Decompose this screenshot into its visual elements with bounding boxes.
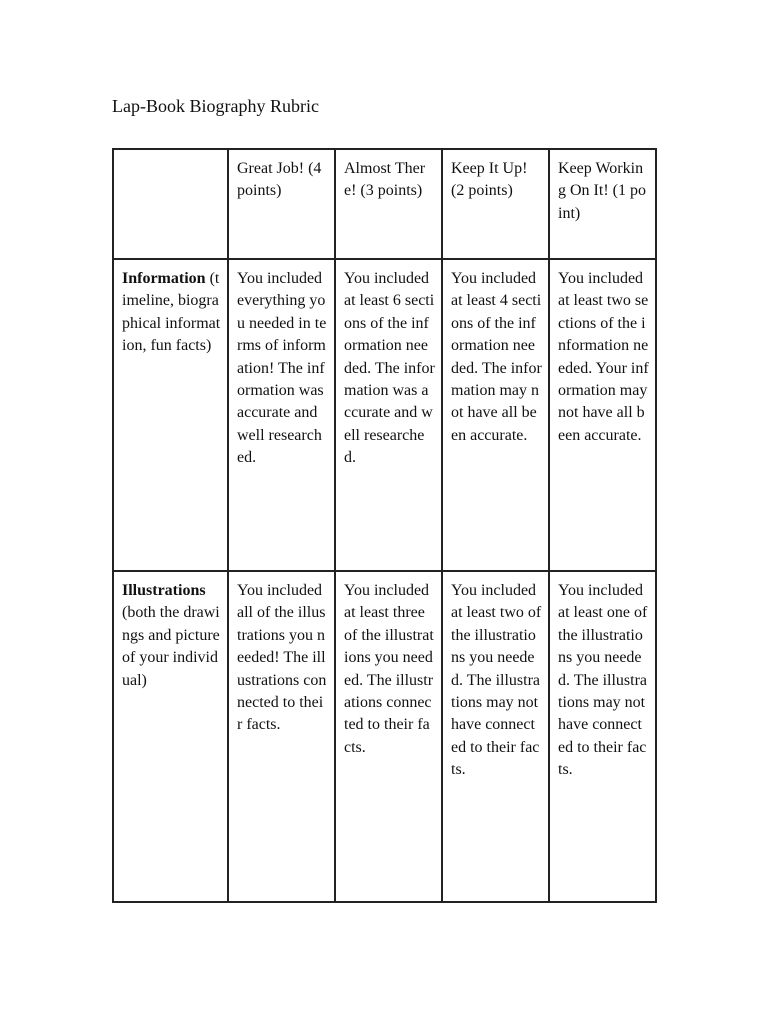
rubric-cell: You included everything you needed in terms of information! The information was accurate and well researched.	[228, 259, 335, 571]
criterion-cell-illustrations	[113, 571, 228, 902]
rubric-cell: You included at least 6 sections of the information needed. The information was accurate and well researched.	[335, 259, 442, 571]
header-cell-great-job: Great Job! (4 points)	[228, 149, 335, 259]
rubric-table	[112, 148, 657, 903]
rubric-cell: You included at least 4 sections of the information needed. The information may not have all been accurate.	[442, 259, 549, 571]
rubric-cell: You included at least three of the illustrations you needed. The illustrations connected to their facts.	[335, 571, 442, 902]
header-cell-keep-it-up: Keep It Up! (2 points)	[442, 149, 549, 259]
criterion-detail: (timeline, biographical information, fun facts)	[122, 270, 221, 355]
rubric-cell: You included all of the illustrations you needed! The illustrations connected to their facts.	[228, 571, 335, 902]
rubric-cell: You included at least two sections of the information needed. Your information may not have all been accurate.	[549, 259, 656, 571]
criterion-cell-information	[113, 259, 228, 571]
rubric-cell: You included at least two of the illustrations you needed. The illustrations may not have connected to their facts.	[442, 571, 549, 902]
rubric-row-information	[113, 259, 656, 571]
header-cell-keep-working: Keep Working On It! (1 point)	[549, 149, 656, 259]
criterion-name: Illustrations	[122, 582, 206, 599]
header-cell-empty	[113, 149, 228, 259]
header-row	[113, 149, 656, 259]
document-title: Lap-Book Biography Rubric	[112, 96, 319, 116]
header-cell-almost-there: Almost There! (3 points)	[335, 149, 442, 259]
rubric-cell: You included at least one of the illustrations you needed. The illustrations may not have connected to their facts.	[549, 571, 656, 902]
rubric-row-illustrations	[113, 571, 656, 902]
criterion-name: Information	[122, 270, 206, 287]
criterion-detail: (both the drawings and picture of your individual)	[122, 604, 220, 689]
